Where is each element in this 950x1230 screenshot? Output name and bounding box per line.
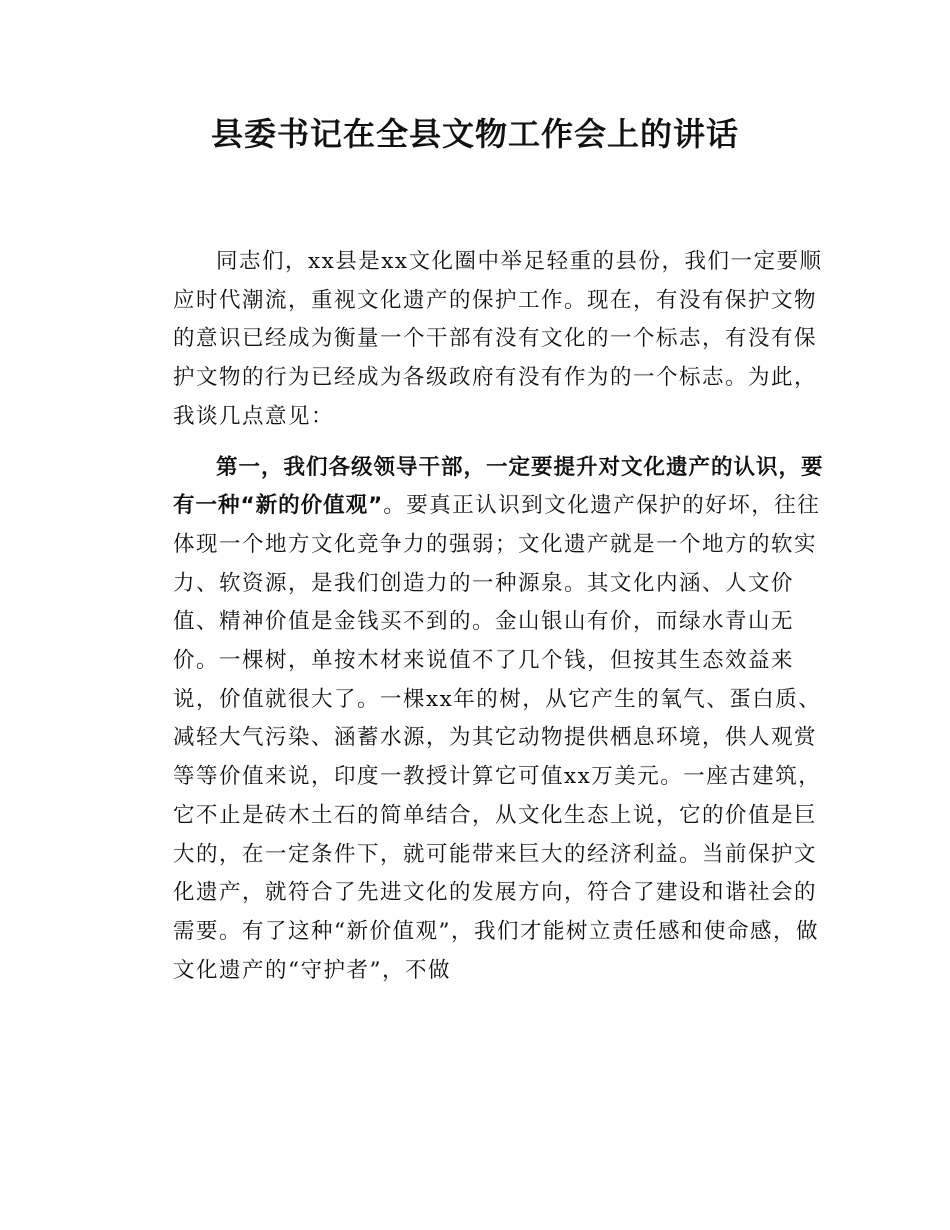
- document-title: 县委书记在全县文物工作会上的讲话: [210, 115, 739, 153]
- paragraph-point-one: [173, 449, 833, 991]
- document-body: [173, 243, 833, 990]
- paragraph-intro: 同志们，xx县是xx文化圈中举足轻重的县份，我们一定要顺应时代潮流，重视文化遗产的保护工作。现在，有没有保护文物的意识已经成为衡量一个干部有没有文化的一个标志，有没有保护文物的行为已经成为各级政府有没有作为的一个标志。为此，我谈几点意见：: [173, 249, 823, 429]
- paragraph-point-one-heading: 第一，我们各级领导干部，一定要提升对文化遗产的认识，要有一种“新的价值观”: [173, 454, 824, 519]
- paragraph-point-one-text: 。要真正认识到文化遗产保护的好坏，往往体现一个地方文化竞争力的强弱；文化遗产就是一个地方的软实力、软资源，是我们创造力的一种源泉。其文化内涵、人文价值、精神价值是金钱买不到的。金山银山有价，而绿水青山无价。一棵树，单按木材来说值不了几个钱，但按其生态效益来说，价值就很大了。一棵xx年的树，从它产生的氧气、蛋白质、减轻大气污染、涵蓄水源，为其它动物提供栖息环境，供人观赏等等价值来说，印度一教授计算它可值xx万美元。一座古建筑，它不止是砖木土石的简单结合，从文化生态上说，它的价值是巨大的，在一定条件下，就可能带来巨大的经济利益。当前保护文化遗产，就符合了先进文化的发展方向，符合了建设和谐社会的需要。有了这种“新价值观”，我们才能树立责任感和使命感，做文化遗产的“守护者”，不做: [173, 493, 822, 983]
